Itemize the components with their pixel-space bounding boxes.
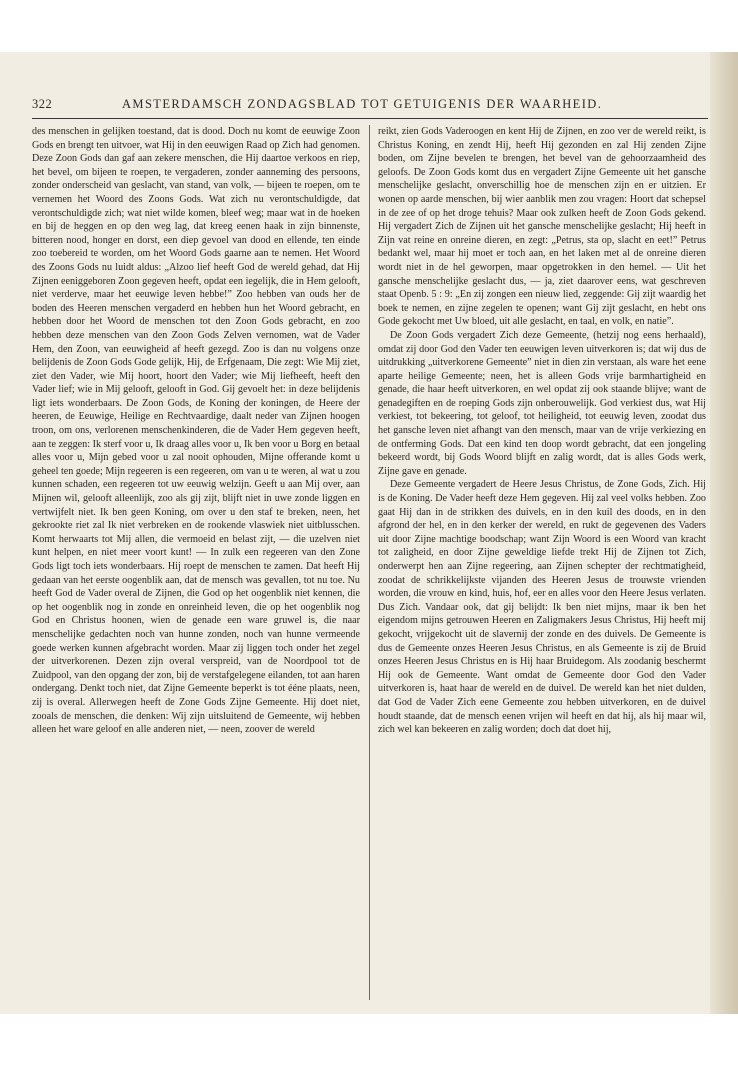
left-column: [32, 125, 360, 1000]
paragraph: reikt, zien Gods Vaderoogen en kent Hij de Zijnen, en zoo ver de wereld reikt, is Christus Koning, en zendt Hij, heeft Hij gezonden en zal Hij zenden Zijne boden, om Zijne bevelen te brengen, het bevel van de gehoorzaamheid des geloofs. De Zoon Gods komt dus en vergadert Zijne Gemeente uit het gansche menschelijke geslacht, onverschillig hoe de menschen zijn en er uitzien. Er wonen op aarde menschen, bij wier aanblik men zou vragen: Hoort dat schepsel in de zee of op het droge tehuis? Maar ook zulken heeft de Zoon Gods gekend. Hij vergadert Zich de Zijnen uit het gansche menschelijke geslacht; Hij heeft in Zijn vat reine en onreine dieren, en zegt: „Petrus, sta op, slacht en eet!” Petrus bedankt wel, maar hij moet er toch aan, en het laken met al de onreine dieren wordt niet in de hel geworpen, maar opgetrokken in den hemel. — Uit het gansche menschelijke geslacht dus, — ja, ziet daarover eens, wat geschreven staat Openb. 5 : 9: „En zij zongen een nieuw lied, zeggende: Gij zijt waardig het boek te nemen, en zijne zegelen te openen; want Gij zijt geslacht, en hebt ons Gode gekocht met Uw bloed, uit alle geslacht, en taal, en volk, en natie”.: [378, 126, 706, 328]
page-number: 322: [32, 97, 53, 111]
page-edge: [710, 52, 738, 1014]
paragraph: des menschen in gelijken toestand, dat is dood. Doch nu komt de eeuwige Zoon Gods en brengt ten uitvoer, wat Hij in den eeuwigen Raad op Zich had genomen. Deze Zoon Gods dan gaf aan zekere menschen, die Hij daartoe verkoos en riep, het bevel, om bijeen te roepen, te vergaderen, zonder aanneming des persoons, zonder onderscheid van geslacht, van stand, van volk, — bijeen te roepen, om te vernemen het Woord des Zoons Gods. Wat zich nu verontschuldigde, dat verontschuldigde zich; wat niet wilde komen, bleef weg; maar wat in de hoeken en bij de heggen en op den weg lag, dat kreeg eenen haak in zijn binnenste, bitteren nood, honger en dorst, een diep gevoel van dood en ellende, ten einde zoo toebereid te worden, om het Woord Gods gaarne aan te nemen. Het Woord des Zoons Gods nu luidt aldus: „Alzoo lief heeft God de wereld gehad, dat Hij Zijnen eeniggeboren Zoon gegeven heeft, opdat een iegelijk, die in Hem gelooft, niet verderve, maar het eeuwige leven hebbe!” Zoo hebben van ouds her de boden des Heeren menschen vergaderd en hebben hun het Woord gebracht, en hebben door het Woord de menschen tot den Zoon Gods gebracht, en zoo hebben deze menschen van den Zoon Gods Zelven vernomen, wat de Vader Hem, den Zoon, van eeuwigheid af heeft gezegd. Zoo is dan nu volgens onze belijdenis de Zoon Gods Gode gelijk, Hij, de Erfgenaam, Die zegt: Wie Mij ziet, ziet den Vader, wie Mij hoort, hoort den Vader; wie Mij liefheeft, heeft den Vader lief; wie in Mij gelooft, gelooft in God. Gij gevoelt het: in deze belijdenis ligt iets wonderbaars. De Zoon Gods, de Koning der koningen, de Heere der heeren, de Eeuwige, Heilige en Rechtvaardige, daalt neder van Zijnen hoogen troon, om ons, verlorenen menschenkinderen, die de Vader Hem gegeven heeft, aan te zeggen: Ik sterf voor u, Ik draag alles voor u, Ik ben voor u Borg en betaal alles voor u, Mijn gebed voor u zal nooit ophouden, Mijne offerande komt u geheel ten goede; Mijn regeeren is een regeeren, om van u te weren, al wat u zou kunnen schaden, een regeeren tot uw eeuwig welzijn. Geeft u aan Mij over, aan Mijnen wil, gelooft alleenlijk, zoo als gij zijt, blijft niet in uwe zonde liggen en vertwijfelt niet. Ik ben geen Koning, om over u den staf te breken, neen, het gekrookte riet zal Ik niet verbreken en de rookende vlaswiek niet uitblusschen. Komt herwaarts tot Mij allen, die vermoeid en belast zijt, — die uzelven niet kunt helpen, en niet meer voort kunt! — In zulk een regeeren van den Zone Gods ligt toch iets wonderbaars. Hij roept de menschen te zamen. Dat heeft Hij gedaan van het eerste oogenblik aan, dat de mensch was gevallen, tot nu toe. Nu heeft God de Vader overal de Zijnen, die God op het oogenblik niet kennen, die op het oogenblik nog in zonde en onreinheid leven, die op het oogenblik nog God en Christus hoonen, wien de genade een ware gruwel is, die naar menschelijke gedachten noch van hunne zonden, noch van hunne vermeende goede werken kunnen afgebracht worden. Maar zij liggen toch onder het zegel der uitverkorenen. Dezen zijn overal verspreid, van de Noordpool tot de Zuidpool, van den opgang der zon, bij de verstafgelegene eilanden, tot aan haren ondergang. Denkt toch niet, dat Zijne Gemeente beperkt is tot ééne plaats, neen, zij is overal. Allerwegen heeft de Zone Gods Zijne Gemeente. Hij doet niet, zooals de menschen, die denken: Wij zijn uitsluitend de Gemeente, wij hebben alleen het ware geloof en alle anderen niet, — neen, zoover de wereld: [32, 126, 360, 736]
column-divider: [369, 125, 370, 1000]
running-title: AMSTERDAMSCH ZONDAGSBLAD TOT GETUIGENIS DER WAARHEID.: [122, 97, 603, 111]
page-header: [32, 97, 708, 115]
right-column: [378, 125, 706, 1000]
header-rule: [32, 118, 708, 119]
paragraph: Deze Gemeente vergadert de Heere Jesus Christus, de Zone Gods, Zich. Hij is de Koning. De Vader heeft deze Hem gegeven. Hij zal veel volks hebben. Zoo gaat Hij dan in de strikken des duivels, en in den kuil des doods, en in den afgrond der hel, en in den kerker der wereld, en rukt de gegevenen des Vaders uit door Zijne machtige boodschap; want Zijn Woord is een Woord van kracht tot zaligheid, en door Zijne geweldige liefde trekt Hij de Zijnen tot Zich, onderwerpt hen aan Zijne regeering, aan Zijnen schepter der rechtmatigheid, zoodat de schrikkelijkste vijanden des Heeren Jesus de trouwste vrienden worden, die vrouw en kind, huis, hof, eer en alles voor den Heere Jesus verlaten. Dus Zich. Vandaar ook, dat gij belijdt: Ik ben niet mijns, maar ik ben het eigendom mijns getrouwen Heeren en Zaligmakers Jesus Christus, Hij heeft mij gekocht, vrijgekocht uit de slavernij der zonde en des duivels. De Gemeente is dus de Gemeente onzes Heeren Jesus Christus, en als Gemeente is zij de Bruid onzes Heeren Jesus Christus en is Hij haar Bruidegom. Als zoodanig beschermt Hij ook de Gemeente. Want omdat de Gemeente door God den Vader uitverkoren is, haat haar de wereld en de duivel. De wereld kan het niet dulden, dat God de Vader Zich eene Gemeente zou hebben uitverkoren, en de duivel houdt staande, dat de mensch eenen vrijen wil heeft en dat hij, als hij maar wil, zich wel kan bekeeren en zalig worden; doch dat doet hij,: [378, 479, 706, 736]
paragraph: De Zoon Gods vergadert Zich deze Gemeente, (hetzij nog eens herhaald), omdat zij door God den Vader ten eeuwigen leven uitverkoren is; dat wij dus de uitdrukking „uitverkorene Gemeente” niet in dien zin verstaan, als ware het eene aparte heilige Gemeente; neen, het is alleen Gods vrije barmhartigheid en genade, die haar heeft uitverkoren, en wel opdat zij ook staande blijve; want de genadegiften en de roeping Gods zijn onberouwelijk. God verkiest dus, wat Hij verkiest, tot bekeering, tot geloof, tot heiligheid, tot eeuwig leven, zoodat dus het gansche leven niet afhangt van den mensch, maar van de vrije verkiezing en de ontferming Gods. Dat een kind ten doop wordt gebracht, dat een jongeling bekeerd wordt, bij Gods Woord blijft en zalig wordt, dat is alles Gods werk, Zijne gave en genade.: [378, 329, 706, 477]
